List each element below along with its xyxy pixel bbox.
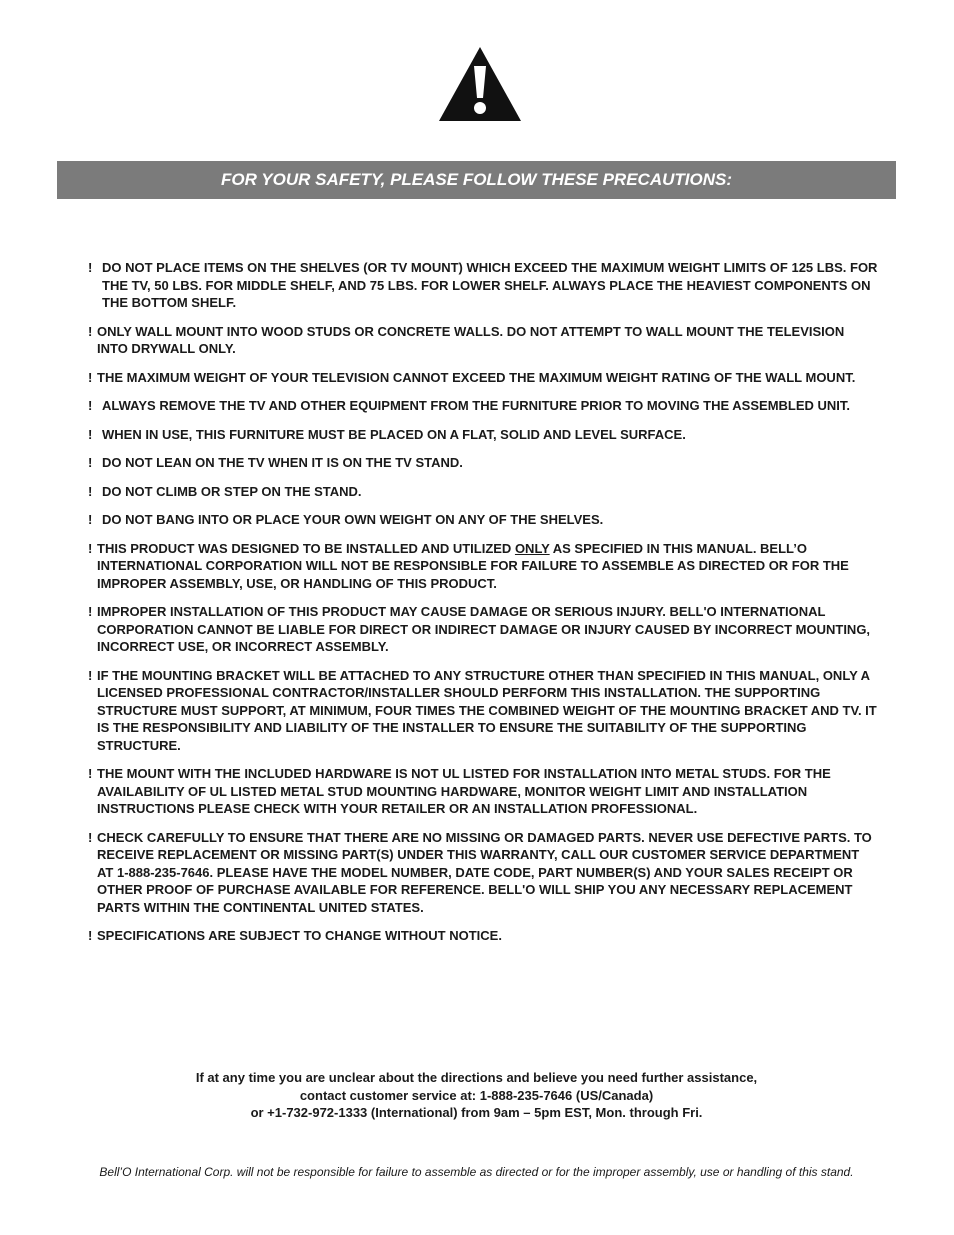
precaution-text: ONLY WALL MOUNT INTO WOOD STUDS OR CONCRETE WALLS. DO NOT ATTEMPT TO WALL MOUNT THE TELEVISION INTO DRYWALL ONLY. <box>97 323 845 356</box>
precaution-emphasis: ONLY <box>514 540 550 556</box>
precaution-item <box>88 603 878 656</box>
warning-triangle-icon <box>438 46 522 122</box>
precaution-text: ALWAYS REMOVE THE TV AND OTHER EQUIPMENT FROM THE FURNITURE PRIOR TO MOVING THE ASSEMBLED UNIT. <box>102 398 851 413</box>
precaution-item <box>88 426 878 444</box>
precaution-item <box>88 765 878 818</box>
precaution-item <box>88 511 878 529</box>
precaution-text: SPECIFICATIONS ARE SUBJECT TO CHANGE WITHOUT NOTICE. <box>97 928 502 943</box>
precaution-bullet: ! <box>88 829 93 845</box>
precaution-text: IF THE MOUNTING BRACKET WILL BE ATTACHED TO ANY STRUCTURE OTHER THAN SPECIFIED IN THIS MANUAL, ONLY A LICENSED PROFESSIONAL CONTRACTOR/INSTALLER SHOULD PERFORM THIS INSTALLATION. THE SUPPORTING STRUCTURE MUST SUPPORT, AT MINIMUM, FOUR TIMES THE COMBINED WEIGHT OF THE MOUNTING BRACKET AND TV. IT IS THE RESPONSIBILITY AND LIABILITY OF THE INSTALLER TO ENSURE THE SUITABILITY OF THE SUPPORTING STRUCTURE. <box>97 667 877 753</box>
precaution-item <box>88 667 878 755</box>
precaution-text: DO NOT BANG INTO OR PLACE YOUR OWN WEIGHT ON ANY OF THE SHELVES. <box>102 512 604 527</box>
precaution-bullet: ! <box>88 512 93 527</box>
precaution-item <box>88 323 878 358</box>
precaution-bullet: ! <box>88 667 93 683</box>
safety-banner-title: FOR YOUR SAFETY, PLEASE FOLLOW THESE PRECAUTIONS: <box>221 170 732 189</box>
precaution-text: CHECK CAREFULLY TO ENSURE THAT THERE ARE NO MISSING OR DAMAGED PARTS. NEVER USE DEFECTIVE PARTS. TO RECEIVE REPLACEMENT OR MISSING PART(S) UNDER THIS WARRANTY, CALL OUR CUSTOMER SERVICE DEPARTMENT AT 1-888-235-7646. PLEASE HAVE THE MODEL NUMBER, DATE CODE, PART NUMBER(S) AND YOUR SALES RECEIPT OR OTHER PROOF OF PURCHASE AVAILABLE FOR REFERENCE. BELL'O WILL SHIP YOU ANY NECESSARY REPLACEMENT PARTS WITHIN THE CONTINENTAL UNITED STATES. <box>97 829 872 915</box>
precaution-bullet: ! <box>88 604 93 619</box>
precaution-item <box>88 540 878 593</box>
precaution-bullet: ! <box>88 483 93 499</box>
precaution-item <box>88 397 878 415</box>
precaution-bullet: ! <box>88 766 93 781</box>
precaution-item <box>88 259 878 312</box>
contact-line: or +1-732-972-1333 (International) from 9am – 5pm EST, Mon. through Fri. <box>250 1105 703 1120</box>
precaution-bullet: ! <box>88 540 93 556</box>
precaution-item <box>88 483 878 501</box>
precaution-item <box>88 927 878 945</box>
precaution-text-end: AS SPECIFIED IN THIS MANUAL. BELL’O INTERNATIONAL CORPORATION WILL NOT BE RESPONSIBLE FOR FAILURE TO ASSEMBLE AS DIRECTED OR FOR THE IMPROPER ASSEMBLY, USE, OR HANDLING OF THIS PRODUCT. <box>97 540 849 591</box>
precaution-text-start: THIS PRODUCT WAS DESIGNED TO BE INSTALLED AND UTILIZED <box>97 540 515 556</box>
precautions-list <box>88 259 878 956</box>
precaution-text <box>97 540 878 593</box>
precaution-bullet: ! <box>88 426 93 442</box>
precaution-bullet: ! <box>88 260 93 275</box>
precaution-bullet: ! <box>88 369 93 385</box>
precaution-bullet: ! <box>88 928 93 943</box>
precaution-text: DO NOT LEAN ON THE TV WHEN IT IS ON THE TV STAND. <box>102 455 463 470</box>
precaution-text: IMPROPER INSTALLATION OF THIS PRODUCT MAY CAUSE DAMAGE OR SERIOUS INJURY. BELL'O INTERNATIONAL CORPORATION CANNOT BE LIABLE FOR DIRECT OR INDIRECT DAMAGE OR INJURY CAUSED BY INCORRECT MOUNTING, INCORRECT USE, OR INCORRECT ASSEMBLY. <box>97 604 871 654</box>
contact-line: contact customer service at: 1-888-235-7646 (US/Canada) <box>299 1087 654 1103</box>
precaution-text: THE MOUNT WITH THE INCLUDED HARDWARE IS NOT UL LISTED FOR INSTALLATION INTO METAL STUDS. FOR THE AVAILABILITY OF UL LISTED METAL STUD MOUNTING HARDWARE, MONITOR WEIGHT LIMIT AND INSTALLATION INSTRUCTIONS PLEASE CHECK WITH YOUR RETAILER OR AN INSTALLATION PROFESSIONAL. <box>97 766 831 816</box>
precaution-text: THE MAXIMUM WEIGHT OF YOUR TELEVISION CANNOT EXCEED THE MAXIMUM WEIGHT RATING OF THE WALL MOUNT. <box>97 369 856 385</box>
precaution-item <box>88 369 878 387</box>
precaution-text: DO NOT CLIMB OR STEP ON THE STAND. <box>102 483 362 499</box>
precaution-item <box>88 829 878 917</box>
safety-banner <box>57 161 896 199</box>
contact-line: If at any time you are unclear about the directions and believe you need further assistance, <box>195 1070 758 1085</box>
precaution-text: DO NOT PLACE ITEMS ON THE SHELVES (OR TV MOUNT) WHICH EXCEED THE MAXIMUM WEIGHT LIMITS OF 125 LBS. FOR THE TV, 50 LBS. FOR MIDDLE SHELF, AND 75 LBS. FOR LOWER SHELF. ALWAYS PLACE THE HEAVIEST COMPONENTS ON THE BOTTOM SHELF. <box>102 260 878 310</box>
customer-service-contact <box>80 1069 873 1122</box>
disclaimer: Bell’O International Corp. will not be responsible for failure to assemble as directed or for the improper assembly, use or handling of this stand. <box>99 1165 854 1179</box>
precaution-bullet: ! <box>88 398 93 413</box>
precaution-bullet: ! <box>88 323 93 339</box>
precaution-item <box>88 454 878 472</box>
precaution-text: WHEN IN USE, THIS FURNITURE MUST BE PLACED ON A FLAT, SOLID AND LEVEL SURFACE. <box>102 426 686 442</box>
precaution-bullet: ! <box>88 455 93 470</box>
